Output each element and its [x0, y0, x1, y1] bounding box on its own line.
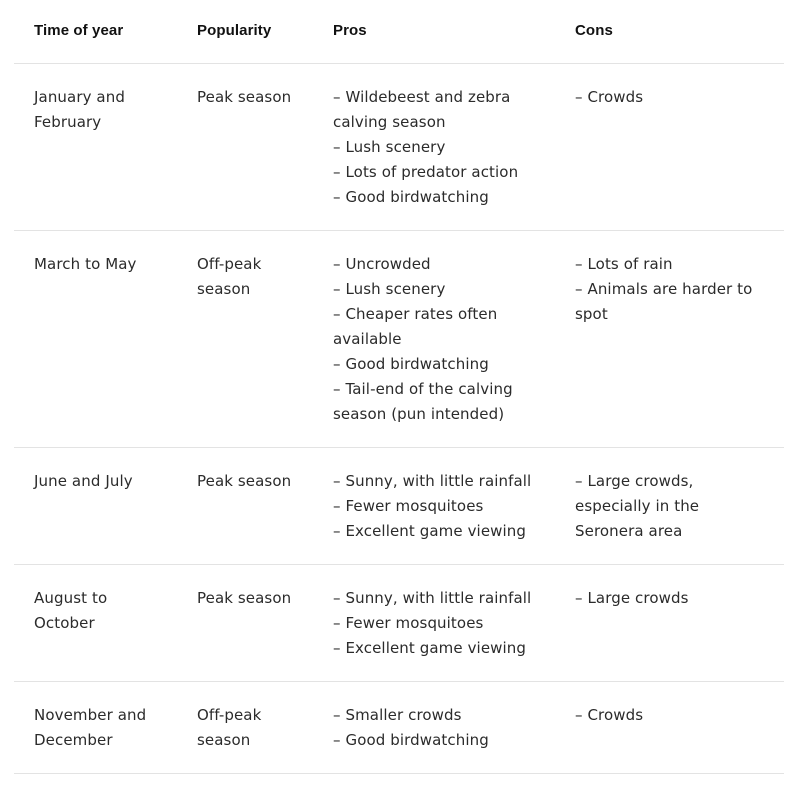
pros-cell [333, 85, 548, 210]
time-cell [34, 85, 184, 135]
table-row [14, 565, 784, 682]
time-line: October [34, 614, 95, 632]
popularity-line: Off-peak [197, 255, 262, 273]
pros-line: – Sunny, with little rainfall [333, 472, 532, 490]
pros-line: – Sunny, with little rainfall [333, 589, 532, 607]
table-header-row [14, 0, 784, 64]
popularity-cell [197, 586, 317, 611]
pros-line: – Uncrowded [333, 255, 431, 273]
table-row [14, 448, 784, 565]
table-row [14, 682, 784, 774]
pros-line: – Lots of predator action [333, 163, 519, 181]
popularity-cell [197, 85, 317, 110]
time-line: January and [34, 88, 125, 106]
cons-line: spot [575, 305, 608, 323]
pros-cell [333, 252, 548, 427]
popularity-line: season [197, 280, 251, 298]
cons-line: especially in the [575, 497, 700, 515]
pros-line: – Cheaper rates often [333, 305, 498, 323]
header-time-of-year: Time of year [34, 22, 124, 39]
header-pros: Pros [333, 22, 367, 39]
pros-line: – Good birdwatching [333, 188, 489, 206]
pros-line: season (pun intended) [333, 405, 505, 423]
cons-cell [575, 252, 765, 327]
cons-cell [575, 85, 765, 110]
pros-line: available [333, 330, 402, 348]
time-line: March to May [34, 255, 137, 273]
popularity-cell [197, 703, 317, 753]
time-line: August to [34, 589, 108, 607]
pros-line: – Tail-end of the calving [333, 380, 513, 398]
popularity-cell [197, 469, 317, 494]
cons-line: – Animals are harder to [575, 280, 753, 298]
header-cons: Cons [575, 22, 613, 39]
popularity-line: Peak season [197, 472, 292, 490]
cons-cell [575, 703, 765, 728]
header-popularity: Popularity [197, 22, 272, 39]
cons-line: – Large crowds [575, 589, 689, 607]
cons-line: – Crowds [575, 706, 644, 724]
cons-cell [575, 469, 765, 544]
pros-cell [333, 586, 548, 661]
popularity-line: Off-peak [197, 706, 262, 724]
pros-line: – Lush scenery [333, 280, 446, 298]
pros-line: – Excellent game viewing [333, 522, 527, 540]
pros-line: – Lush scenery [333, 138, 446, 156]
pros-line: – Fewer mosquitoes [333, 497, 484, 515]
pros-cell [333, 469, 548, 544]
popularity-cell [197, 252, 317, 302]
time-cell [34, 586, 184, 636]
time-cell [34, 252, 184, 277]
popularity-line: season [197, 731, 251, 749]
seasons-table [14, 0, 784, 774]
pros-line: – Good birdwatching [333, 731, 489, 749]
pros-cell [333, 703, 548, 753]
cons-line: Seronera area [575, 522, 683, 540]
popularity-line: Peak season [197, 88, 292, 106]
table-row [14, 64, 784, 231]
time-line: February [34, 113, 102, 131]
cons-cell [575, 586, 765, 611]
time-line: June and July [34, 472, 133, 490]
time-line: November and [34, 706, 147, 724]
pros-line: – Excellent game viewing [333, 639, 527, 657]
cons-line: – Crowds [575, 88, 644, 106]
pros-line: – Wildebeest and zebra [333, 88, 511, 106]
table-row [14, 231, 784, 448]
time-line: December [34, 731, 113, 749]
time-cell [34, 469, 184, 494]
pros-line: – Good birdwatching [333, 355, 489, 373]
pros-line: – Fewer mosquitoes [333, 614, 484, 632]
cons-line: – Large crowds, [575, 472, 694, 490]
cons-line: – Lots of rain [575, 255, 673, 273]
pros-line: – Smaller crowds [333, 706, 462, 724]
time-cell [34, 703, 184, 753]
popularity-line: Peak season [197, 589, 292, 607]
pros-line: calving season [333, 113, 446, 131]
